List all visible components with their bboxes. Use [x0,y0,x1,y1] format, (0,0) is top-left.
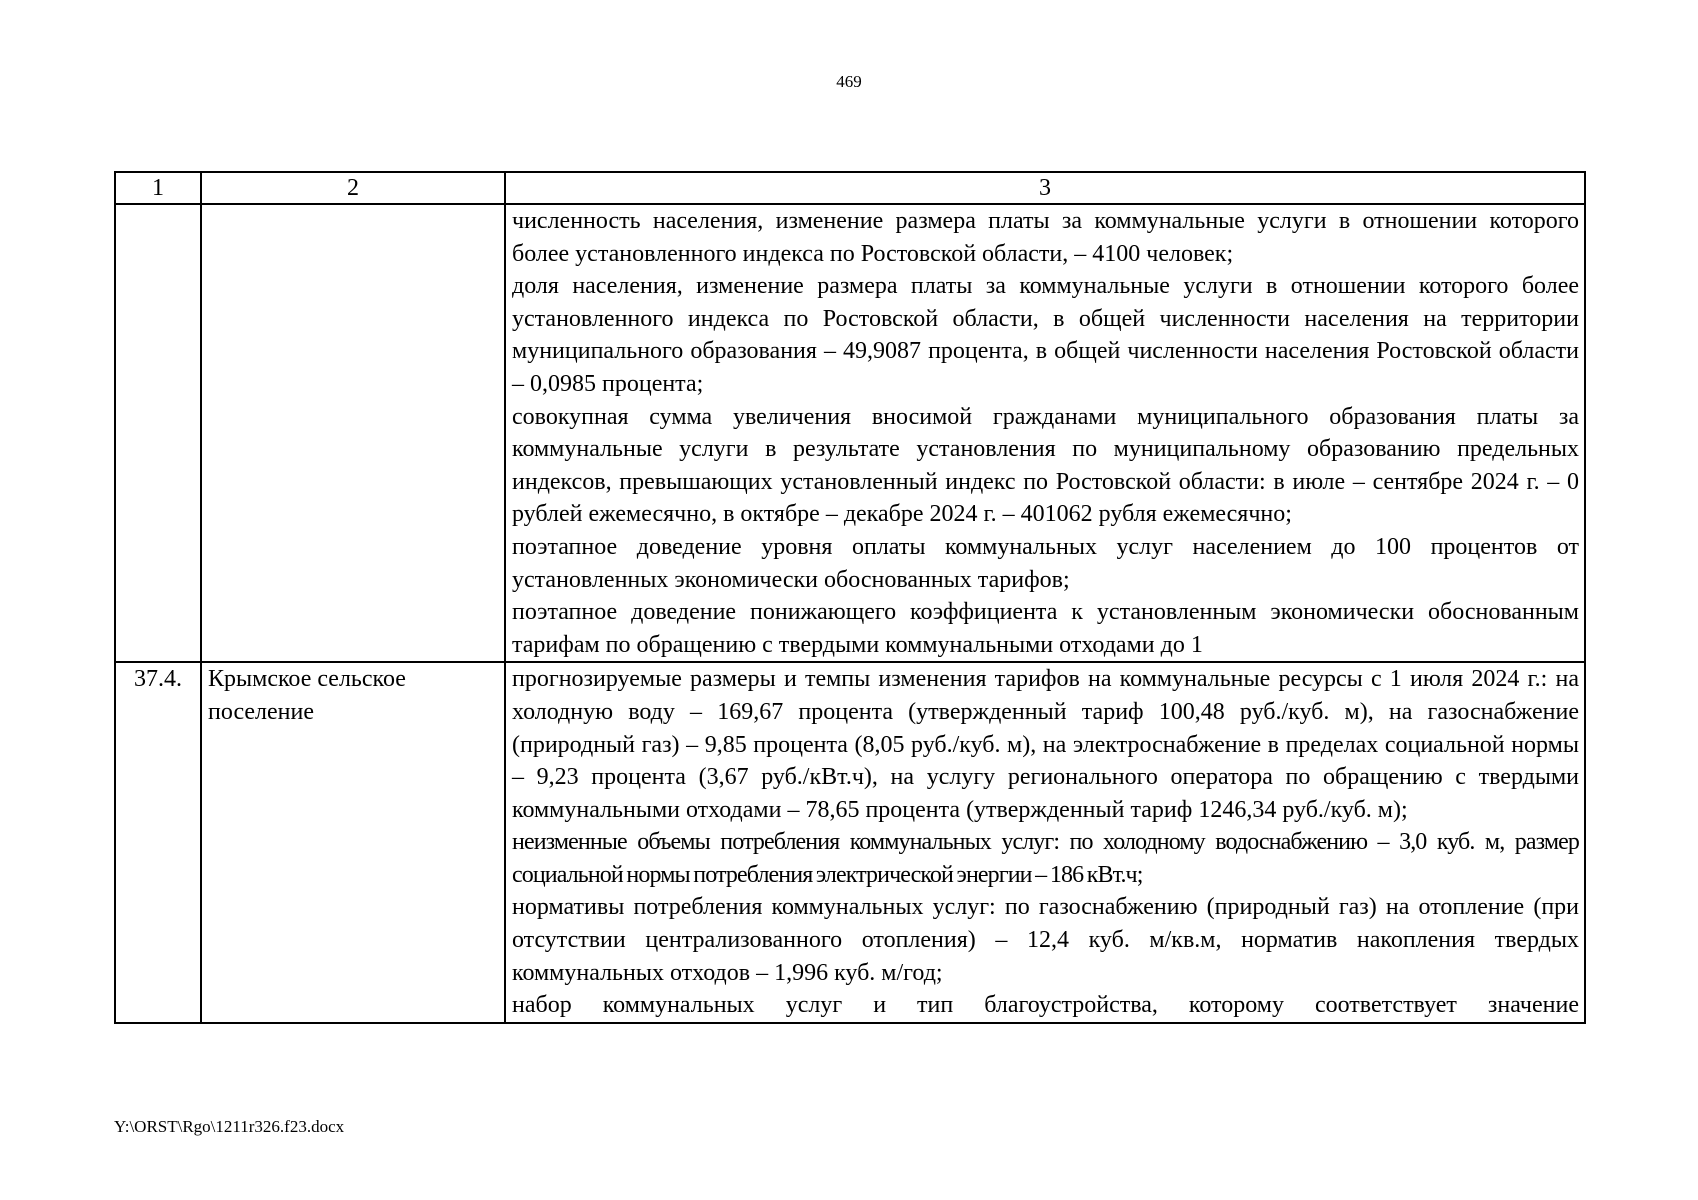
row-number-cell [115,204,201,662]
table-row [115,204,1585,662]
paragraph-population-count: численность населения, изменение размера платы за коммунальные услуги в отношении которого более установленного индекса по Ростовской области, – 4100 человек; [512,208,1579,267]
settlement-name-cell: Крымское сельское поселение [201,662,505,1023]
column-header-3: 3 [505,172,1585,204]
settlement-name-cell [201,204,505,662]
paragraph-services-set: набор коммунальных услуг и тип благоустройства, которому соответствует значение [512,992,1579,1019]
indicators-table [114,171,1586,1024]
row-number-cell: 37.4. [115,662,201,1023]
table-header-row [115,172,1585,204]
paragraph-consumption-norms: нормативы потребления коммунальных услуг: по газоснабжению (природный газ) на отопление (при отсутствии централизованного отопления) – 12,4 куб. м/кв.м, норматив накопления твердых коммунальных отходов – 1,996 куб. м/год; [512,894,1579,986]
paragraph-consumption-volumes: неизменные объемы потребления коммунальных услуг: по холодному водоснабжению – 3,0 куб. м, размер социальной нормы потребления электрической энергии – 186 кВт.ч; [512,829,1579,888]
paragraph-tariff-forecast: прогнозируемые размеры и темпы изменения тарифов на коммунальные ресурсы с 1 июля 2024 г.: на холодную воду – 169,67 процента (утвержденный тариф 100,48 руб./куб. м), на газоснабжение (природный газ) – 9,85 процента (8,05 руб./куб. м), на электроснабжение в пределах социальной нормы – 9,23 процента (3,67 руб./кВт.ч), на услугу регионального оператора по обращению с твердыми коммунальными отходами – 78,65 процента (утвержденный тариф 1246,34 руб./куб. м); [512,666,1579,823]
paragraph-payment-increase-sum: совокупная сумма увеличения вносимой гражданами муниципального образования платы за коммунальные услуги в результате установления по муниципальному образованию предельных индексов, превышающих установленный индекс по Ростовской области: в июле – сентябре 2024 г. – 0 рублей ежемесячно, в октябре – декабре 2024 г. – 401062 рубля ежемесячно; [512,403,1579,528]
paragraph-payment-level: поэтапное доведение уровня оплаты коммунальных услуг населением до 100 процентов от установленных экономически обоснованных тарифов; [512,533,1579,593]
file-path-footer: Y:\ORST\Rgo\1211r326.f23.docx [114,1117,345,1136]
column-header-1: 1 [115,172,201,204]
page-number: 469 [836,72,862,91]
indicators-text-cell [505,204,1585,662]
indicators-text-cell [505,662,1585,1023]
paragraph-reducing-coefficient: поэтапное доведение понижающего коэффициента к установленным экономически обоснованным тарифам по обращению с твердыми коммунальными отходами до 1 [512,599,1579,658]
table-row [115,662,1585,1023]
column-header-2: 2 [201,172,505,204]
paragraph-population-share: доля населения, изменение размера платы за коммунальные услуги в отношении которого более установленного индекса по Ростовской области, в общей численности населения на территории муниципального образования – 49,9087 процента, в общей численности населения Ростовской области – 0,0985 процента; [512,273,1579,397]
